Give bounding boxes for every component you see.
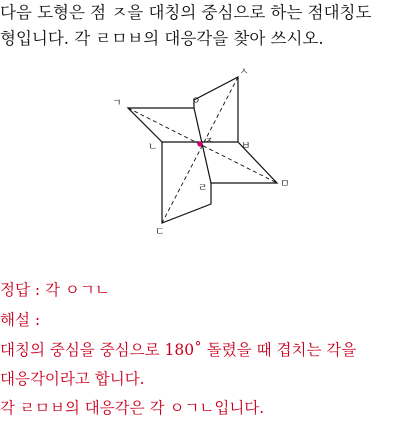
explanation-label: 해설 : — [0, 311, 41, 329]
point-symmetric-figure — [100, 64, 300, 244]
explanation-line-2: 대응각이라고 합니다. — [0, 370, 145, 388]
figure-diagram — [100, 64, 300, 244]
question-text — [0, 0, 400, 52]
label-m: ㅁ — [280, 179, 290, 190]
center-point-j — [197, 141, 202, 146]
label-s: ㅅ — [239, 67, 249, 78]
label-j: ㅈ — [204, 136, 214, 147]
label-g: ㄱ — [112, 98, 122, 109]
question-line-2: 형입니다. 각 ㄹㅁㅂ의 대응각을 찾아 쓰시오. — [0, 29, 324, 48]
answer-line: 정답 : 각 ㅇㄱㄴ — [0, 281, 110, 299]
explanation-line-3: 각 ㄹㅁㅂ의 대응각은 각 ㅇㄱㄴ입니다. — [0, 399, 265, 417]
label-d: ㄷ — [155, 227, 165, 238]
label-o: ㅇ — [191, 96, 201, 107]
question-line-1: 다음 도형은 점 ㅈ을 대칭의 중심으로 하는 점대칭도 — [0, 3, 372, 22]
explanation-line-1: 대칭의 중심을 중심으로 180˚ 돌렸을 때 겹치는 각을 — [0, 341, 357, 359]
label-r: ㄹ — [198, 183, 208, 194]
label-b: ㅂ — [241, 141, 251, 152]
label-n: ㄴ — [148, 142, 158, 153]
